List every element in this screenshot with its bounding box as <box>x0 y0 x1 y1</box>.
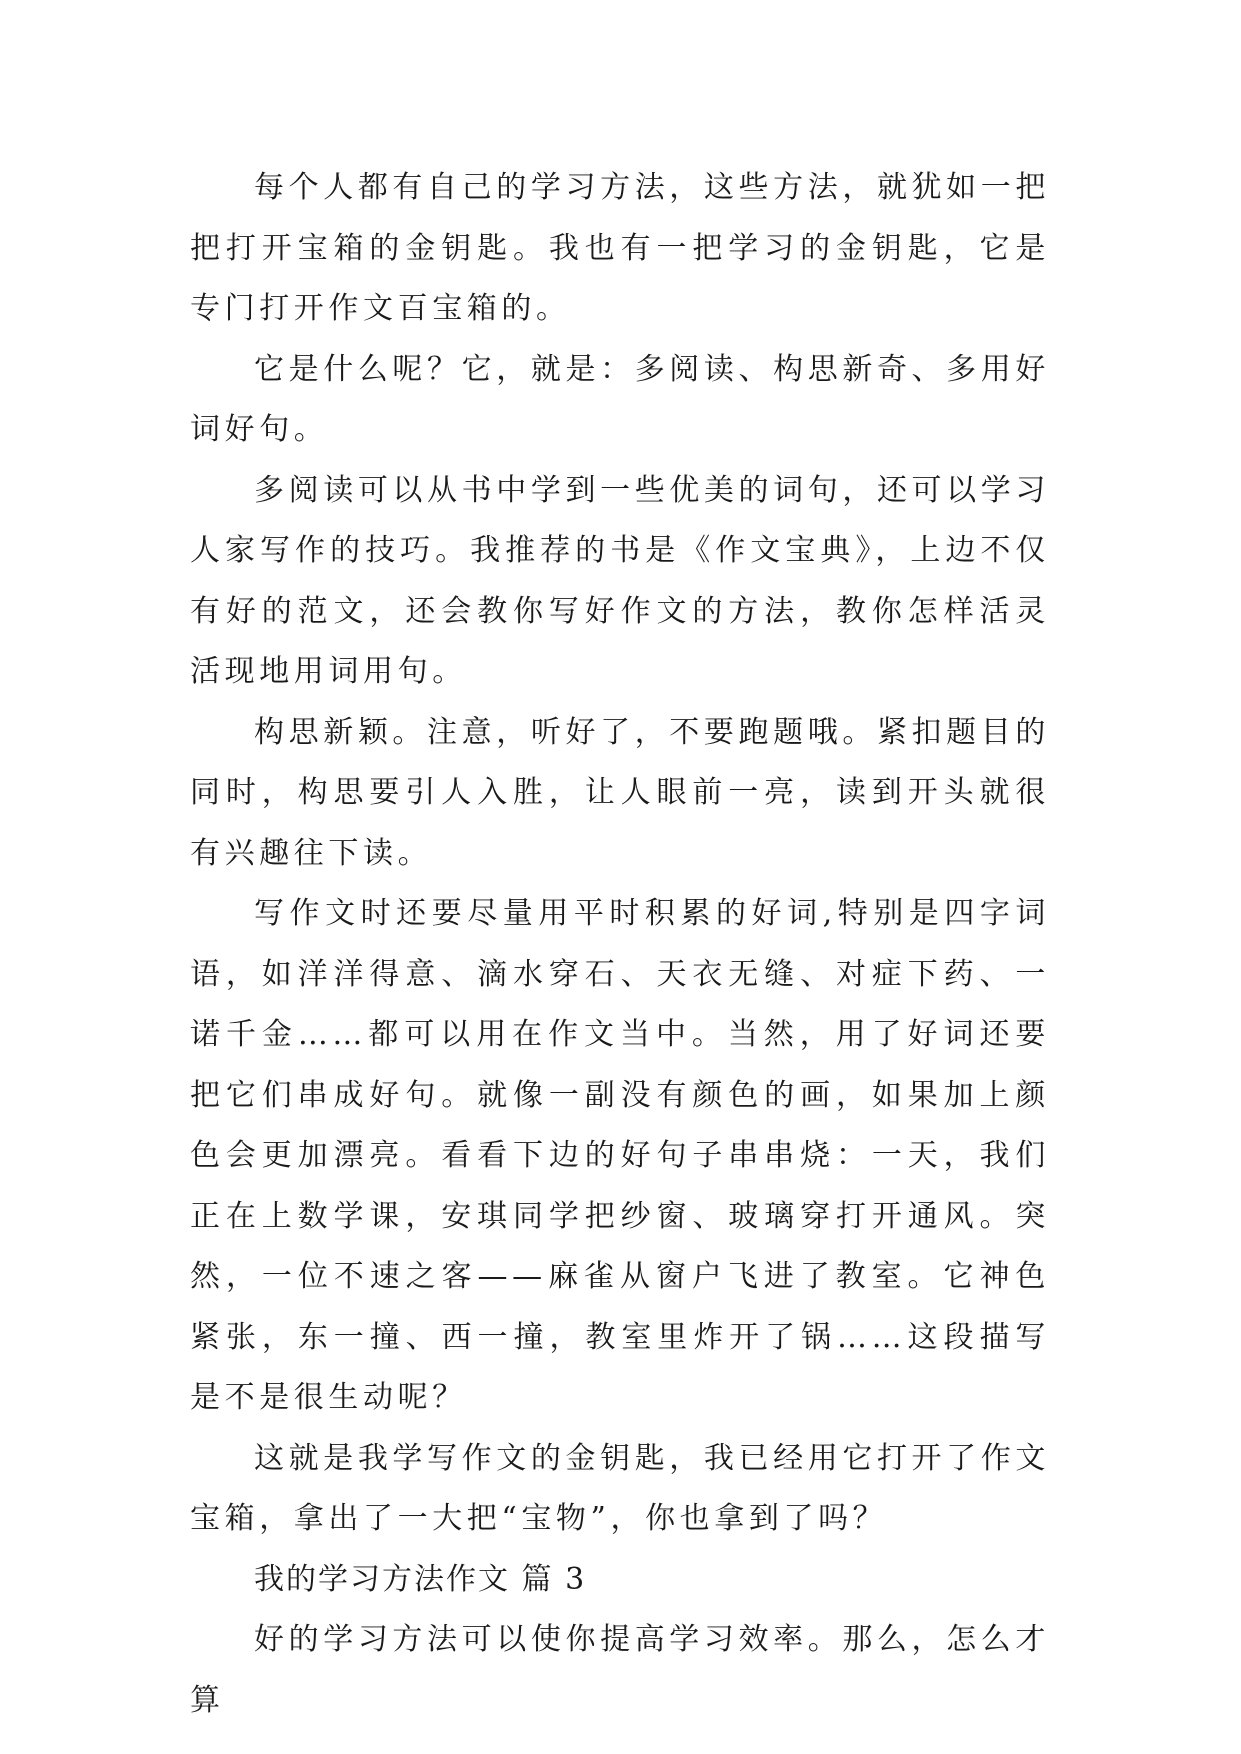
section-heading: 我的学习方法作文 篇 3 <box>254 1561 587 1597</box>
paragraph-2: 它是什么呢？它，就是：多阅读、构思新奇、多用好词好句。 <box>190 351 1050 447</box>
paragraph-1: 每个人都有自己的学习方法，这些方法，就犹如一把把打开宝箱的金钥匙。我也有一把学习的金钥匙，它是专门打开作文百宝箱的。 <box>190 170 1050 326</box>
document-body <box>190 158 1050 1731</box>
paragraph-4: 构思新颖。注意，听好了，不要跑题哦。紧扣题目的同时，构思要引人入胜，让人眼前一亮，读到开头就很有兴趣往下读。 <box>190 714 1050 871</box>
paragraph-7: 好的学习方法可以使你提高学习效率。那么，怎么才算 <box>190 1622 1050 1718</box>
paragraph-6: 这就是我学写作文的金钥匙，我已经用它打开了作文宝箱，拿出了一大把“宝物”，你也拿到了吗？ <box>190 1440 1050 1536</box>
paragraph-3: 多阅读可以从书中学到一些优美的词句，还可以学习人家写作的技巧。我推荐的书是《作文宝典》，上边不仅有好的范文，还会教你写好作文的方法，教你怎样活灵活现地用词用句。 <box>190 472 1050 689</box>
paragraph-5: 写作文时还要尽量用平时积累的好词,特别是四字词语，如洋洋得意、滴水穿石、天衣无缝、对症下药、一诺千金……都可以用在作文当中。当然，用了好词还要把它们串成好句。就像一副没有颜色的画，如果加上颜色会更加漂亮。看看下边的好句子串串烧：一天，我们正在上数学课，安琪同学把纱窗、玻璃穿打开通风。突然，一位不速之客——麻雀从窗户飞进了教室。它神色紧张，东一撞、西一撞，教室里炸开了锅……这段描写是不是很生动呢？ <box>190 896 1050 1415</box>
